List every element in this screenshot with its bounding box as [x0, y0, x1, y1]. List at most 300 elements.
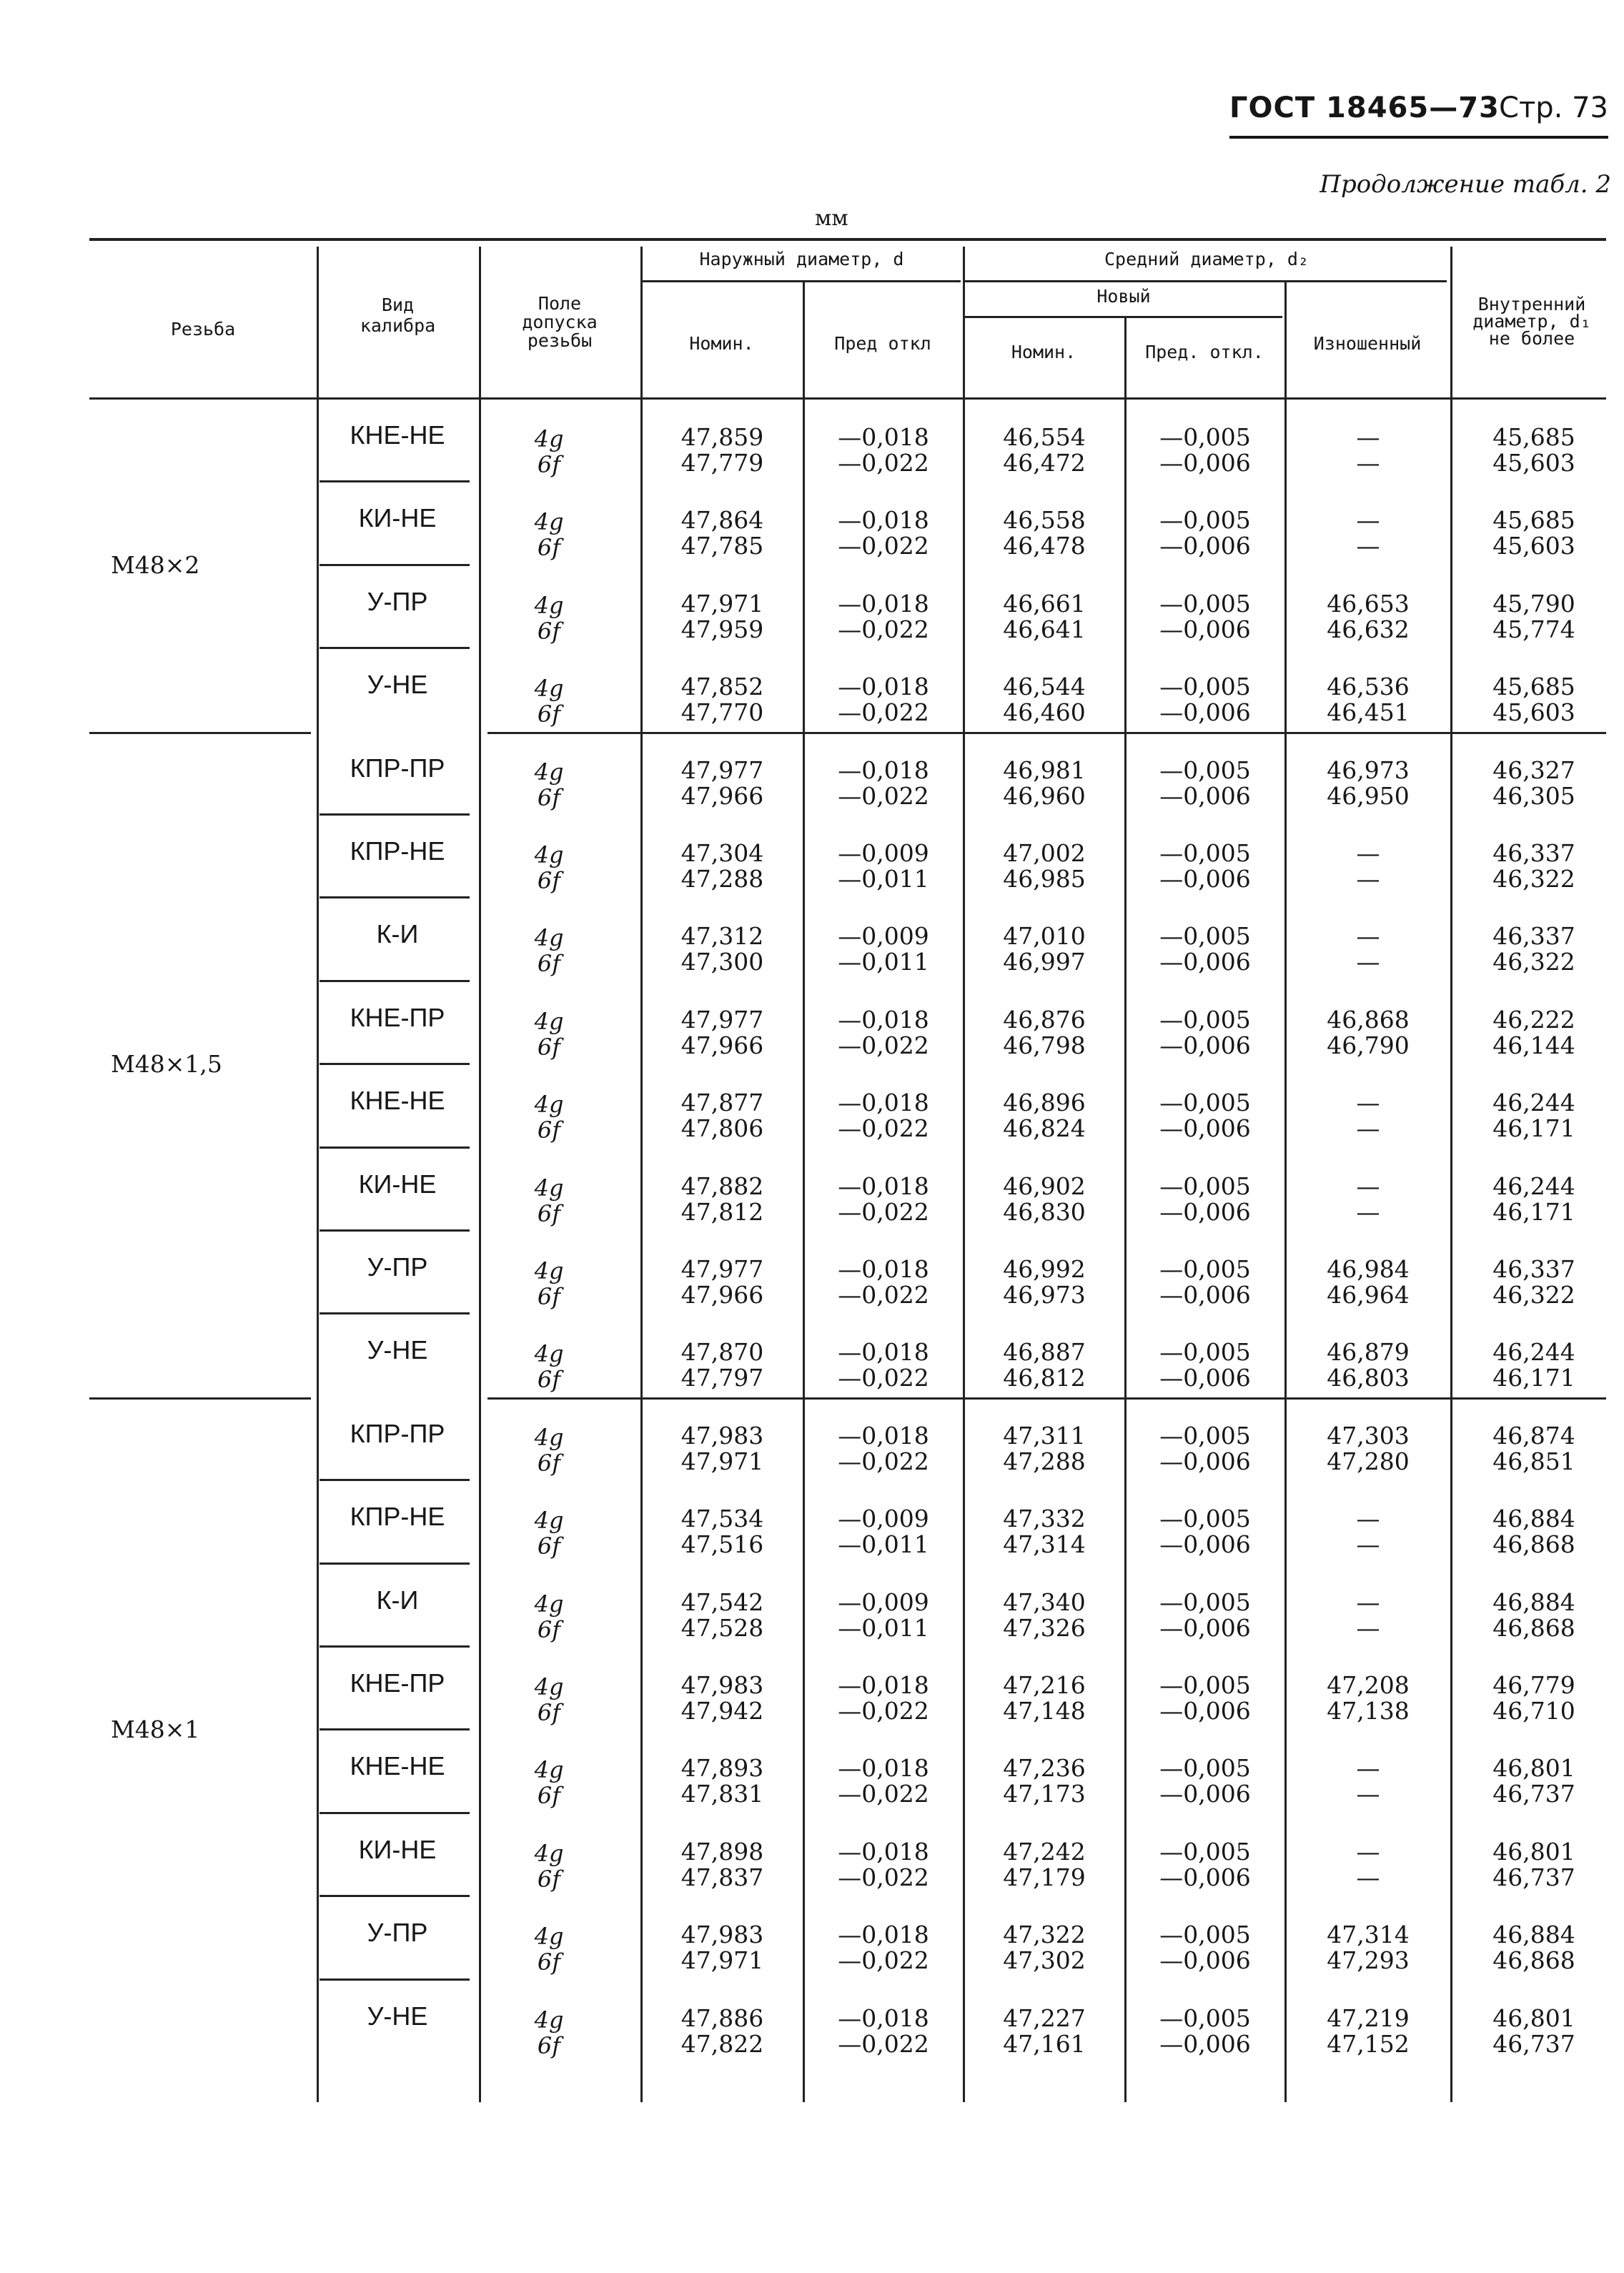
value-d-nom: 47,983 — [680, 1671, 764, 1699]
value-d2-nom: 47,148 — [1003, 1697, 1086, 1725]
value-d2-dev: —0,005 — [1159, 1588, 1251, 1616]
value-d1: 46,801 — [1492, 1837, 1575, 1866]
value-d-nom: 47,806 — [680, 1114, 764, 1143]
tolerance-field: 6f — [537, 1199, 561, 1227]
gauge-separator — [320, 980, 470, 982]
thread-designation: М48×1,5 — [111, 1050, 222, 1079]
value-d2-nom: 46,641 — [1003, 615, 1086, 643]
value-d-nom: 47,977 — [680, 1255, 764, 1283]
tolerance-field: 4g — [534, 508, 564, 536]
inner-header-line: Внутренний — [1477, 294, 1586, 315]
value-d2-nom: 46,812 — [1003, 1364, 1086, 1392]
value-d2-nom: 47,322 — [1003, 1921, 1086, 1949]
value-d2-dev: —0,006 — [1159, 1281, 1251, 1309]
gauge-separator — [320, 1312, 470, 1314]
value-d2-dev: —0,006 — [1159, 1863, 1251, 1891]
value-d-dev: —0,018 — [838, 589, 929, 618]
value-d2-nom: 46,472 — [1003, 449, 1086, 477]
value-d2-nom: 47,332 — [1003, 1505, 1086, 1533]
value-d-nom: 47,983 — [680, 1921, 764, 1949]
tolerance-field: 4g — [534, 1923, 564, 1951]
gauge-separator — [320, 1728, 470, 1730]
value-d-dev: —0,018 — [838, 423, 929, 451]
value-worn: — — [1356, 1530, 1380, 1559]
value-d2-nom: 46,997 — [1003, 948, 1086, 976]
value-worn: 46,790 — [1327, 1031, 1410, 1059]
tolerance-field: 6f — [537, 617, 561, 645]
tolerance-field: 4g — [534, 425, 564, 452]
value-worn: 46,984 — [1327, 1255, 1410, 1283]
value-d2-nom: 47,288 — [1003, 1447, 1086, 1475]
mid-nominal-header: Номин. — [1011, 342, 1076, 362]
column-rule — [1124, 399, 1127, 2102]
tolerance-field: 6f — [537, 1283, 561, 1310]
value-d-dev: —0,011 — [838, 1613, 929, 1642]
gauge-separator — [320, 480, 470, 482]
value-d1: 45,685 — [1492, 673, 1575, 701]
value-d-nom: 47,893 — [680, 1754, 764, 1783]
tolerance-field: 6f — [537, 1699, 561, 1726]
value-d2-dev: —0,006 — [1159, 1197, 1251, 1226]
outer-deviation-header: Пред откл — [834, 333, 931, 354]
value-d2-nom: 47,302 — [1003, 1946, 1086, 1975]
value-d-dev: —0,018 — [838, 1837, 929, 1866]
gauge-separator — [320, 1563, 470, 1565]
value-worn: — — [1356, 1754, 1380, 1783]
value-d-nom: 47,971 — [680, 589, 764, 618]
value-worn: 46,973 — [1327, 756, 1410, 784]
value-d-dev: —0,022 — [838, 2029, 929, 2058]
value-d1: 46,322 — [1492, 1281, 1575, 1309]
gauge-separator — [320, 1063, 470, 1065]
value-d2-dev: —0,006 — [1159, 865, 1251, 893]
gauge-type: У-НЕ — [367, 670, 428, 700]
value-worn: 46,632 — [1327, 615, 1410, 643]
column-rule — [963, 399, 965, 2102]
tolerance-field: 4g — [534, 1423, 564, 1451]
tolerance-field: 4g — [534, 1590, 564, 1618]
value-d-dev: —0,022 — [838, 1281, 929, 1309]
value-d1: 46,868 — [1492, 1946, 1575, 1975]
gauge-separator — [320, 813, 470, 816]
column-rule — [640, 399, 643, 2102]
value-worn: — — [1356, 1780, 1380, 1808]
tolerance-field: 6f — [537, 1948, 561, 1976]
value-d2-dev: —0,006 — [1159, 948, 1251, 976]
value-d1: 46,327 — [1492, 756, 1575, 784]
mid-new-rule — [965, 316, 1282, 318]
value-d2-dev: —0,006 — [1159, 1031, 1251, 1059]
value-d2-dev: —0,006 — [1159, 449, 1251, 477]
value-d1: 46,851 — [1492, 1447, 1575, 1475]
value-d2-nom: 47,326 — [1003, 1613, 1086, 1642]
value-d1: 46,171 — [1492, 1364, 1575, 1392]
value-d1: 46,144 — [1492, 1031, 1575, 1059]
value-d2-nom: 46,985 — [1003, 865, 1086, 893]
group-separator-thread — [89, 732, 311, 734]
value-worn: — — [1356, 922, 1380, 951]
outer-nominal-header: Номин. — [689, 333, 754, 354]
value-d2-nom: 47,227 — [1003, 2004, 1086, 2032]
value-worn: 46,451 — [1327, 698, 1410, 727]
value-worn: — — [1356, 1114, 1380, 1143]
value-d2-nom: 47,002 — [1003, 839, 1086, 867]
column-rule — [803, 399, 805, 2102]
value-d1: 46,868 — [1492, 1613, 1575, 1642]
value-d1: 45,685 — [1492, 423, 1575, 451]
mid-group-rule — [965, 280, 1447, 282]
tolerance-field: 4g — [534, 1007, 564, 1035]
tolerance-field: 4g — [534, 675, 564, 703]
value-d2-dev: —0,006 — [1159, 2029, 1251, 2058]
value-worn: 46,536 — [1327, 673, 1410, 701]
mid-diameter-header: Средний диаметр, d₂ — [1104, 249, 1309, 269]
value-d2-nom: 47,010 — [1003, 922, 1086, 951]
gauge-type: КПР-НЕ — [350, 1502, 445, 1532]
gauge-type: КНЕ-НЕ — [350, 420, 445, 450]
value-d2-dev: —0,005 — [1159, 1172, 1251, 1200]
gauge-type: КНЕ-ПР — [350, 1002, 445, 1032]
value-worn: — — [1356, 1505, 1380, 1533]
gauge-separator — [320, 896, 470, 898]
value-d-dev: —0,018 — [838, 756, 929, 784]
value-d-dev: —0,022 — [838, 615, 929, 643]
value-d2-nom: 46,902 — [1003, 1172, 1086, 1200]
value-d1: 46,244 — [1492, 1338, 1575, 1367]
gauge-separator — [320, 1895, 470, 1897]
value-worn: — — [1356, 532, 1380, 560]
mid-deviation-header: Пред. откл. — [1145, 342, 1264, 362]
value-d2-dev: —0,006 — [1159, 1697, 1251, 1725]
gauge-type: КНЕ-НЕ — [350, 1086, 445, 1116]
value-d-dev: —0,011 — [838, 1530, 929, 1559]
column-rule — [317, 399, 319, 2102]
value-d2-dev: —0,006 — [1159, 1613, 1251, 1642]
value-d1: 46,779 — [1492, 1671, 1575, 1699]
gauge-type: У-НЕ — [367, 2001, 428, 2031]
value-d-dev: —0,022 — [838, 1946, 929, 1975]
value-d1: 46,874 — [1492, 1421, 1575, 1450]
value-d-nom: 47,966 — [680, 1281, 764, 1309]
value-d1: 45,685 — [1492, 506, 1575, 535]
value-d2-nom: 47,242 — [1003, 1837, 1086, 1866]
inner-diameter-header — [1450, 296, 1613, 347]
tolerance-field: 4g — [534, 1673, 564, 1700]
tolerance-field: 4g — [534, 1257, 564, 1284]
value-d2-nom: 46,992 — [1003, 1255, 1086, 1283]
value-d-nom: 47,864 — [680, 506, 764, 535]
value-d-dev: —0,018 — [838, 1671, 929, 1699]
gauge-type: КИ-НЕ — [358, 503, 437, 533]
value-worn: 46,653 — [1327, 589, 1410, 618]
value-d-nom: 47,542 — [680, 1588, 764, 1616]
tolerance-field: 6f — [537, 950, 561, 978]
value-d1: 46,868 — [1492, 1530, 1575, 1559]
value-d1: 45,603 — [1492, 449, 1575, 477]
value-worn: 47,219 — [1327, 2004, 1410, 2032]
header-rule — [1229, 136, 1608, 139]
value-d1: 46,305 — [1492, 781, 1575, 810]
value-d-dev: —0,022 — [838, 698, 929, 727]
value-d2-dev: —0,005 — [1159, 506, 1251, 535]
value-d1: 46,884 — [1492, 1921, 1575, 1949]
value-d2-nom: 47,161 — [1003, 2029, 1086, 2058]
value-d1: 46,710 — [1492, 1697, 1575, 1725]
value-d2-dev: —0,006 — [1159, 1946, 1251, 1975]
value-d-nom: 47,877 — [680, 1089, 764, 1117]
value-d2-dev: —0,005 — [1159, 673, 1251, 701]
value-worn: 47,280 — [1327, 1447, 1410, 1475]
value-d2-dev: —0,005 — [1159, 1089, 1251, 1117]
value-d2-nom: 47,179 — [1003, 1863, 1086, 1891]
gauge-column-header — [317, 294, 479, 336]
value-d-dev: —0,009 — [838, 922, 929, 951]
gauge-type: У-ПР — [367, 1918, 428, 1948]
units-label: мм — [815, 206, 848, 231]
value-d-nom: 47,528 — [680, 1613, 764, 1642]
value-worn: 47,152 — [1327, 2029, 1410, 2058]
value-d-nom: 47,898 — [680, 1837, 764, 1866]
gauge-separator — [320, 1229, 470, 1232]
value-d-dev: —0,022 — [838, 1863, 929, 1891]
tolerance-field: 6f — [537, 534, 561, 562]
value-d-nom: 47,516 — [680, 1530, 764, 1559]
value-worn: 46,803 — [1327, 1364, 1410, 1392]
value-d-dev: —0,018 — [838, 1005, 929, 1034]
value-worn: 46,879 — [1327, 1338, 1410, 1367]
value-d-nom: 47,971 — [680, 1447, 764, 1475]
gauge-type: КНЕ-ПР — [350, 1668, 445, 1698]
value-d-nom: 47,797 — [680, 1364, 764, 1392]
value-d1: 46,244 — [1492, 1172, 1575, 1200]
inner-header-line: диаметр, d₁ — [1472, 311, 1591, 332]
value-d-dev: —0,018 — [838, 2004, 929, 2032]
value-d1: 46,337 — [1492, 839, 1575, 867]
value-d-dev: —0,009 — [838, 1588, 929, 1616]
page-header — [1229, 91, 1608, 142]
value-d1: 46,322 — [1492, 865, 1575, 893]
value-d1: 46,244 — [1492, 1089, 1575, 1117]
value-d2-dev: —0,006 — [1159, 1530, 1251, 1559]
value-d1: 45,603 — [1492, 698, 1575, 727]
value-d1: 45,603 — [1492, 532, 1575, 560]
value-d2-dev: —0,005 — [1159, 922, 1251, 951]
value-d-dev: —0,022 — [838, 1197, 929, 1226]
gauge-separator — [320, 1812, 470, 1814]
gauge-header-line: калибра — [360, 315, 436, 336]
tolerance-header-line: резьбы — [527, 330, 593, 351]
value-d-nom: 47,312 — [680, 922, 764, 951]
value-d2-nom: 46,554 — [1003, 423, 1086, 451]
value-d-dev: —0,018 — [838, 1089, 929, 1117]
value-worn: — — [1356, 839, 1380, 867]
value-d2-nom: 46,960 — [1003, 781, 1086, 810]
value-d2-dev: —0,005 — [1159, 1255, 1251, 1283]
value-worn: — — [1356, 1172, 1380, 1200]
value-d-nom: 47,304 — [680, 839, 764, 867]
tolerance-field: 6f — [537, 1116, 561, 1144]
value-d2-dev: —0,005 — [1159, 1837, 1251, 1866]
value-d2-dev: —0,006 — [1159, 532, 1251, 560]
value-worn: 47,208 — [1327, 1671, 1410, 1699]
column-rule — [1284, 399, 1287, 2102]
value-worn: — — [1356, 506, 1380, 535]
gauge-separator — [320, 564, 470, 566]
outer-group-rule — [642, 280, 961, 282]
tolerance-field: 4g — [534, 1507, 564, 1535]
value-d-dev: —0,022 — [838, 1031, 929, 1059]
value-d2-dev: —0,006 — [1159, 1114, 1251, 1143]
tolerance-field: 6f — [537, 1615, 561, 1643]
value-d2-nom: 47,216 — [1003, 1671, 1086, 1699]
value-worn: — — [1356, 1863, 1380, 1891]
value-d-dev: —0,009 — [838, 839, 929, 867]
tolerance-column-header — [479, 294, 640, 350]
value-d1: 46,337 — [1492, 922, 1575, 951]
value-d-nom: 47,870 — [680, 1338, 764, 1367]
gauge-type: У-ПР — [367, 586, 428, 616]
tolerance-field: 6f — [537, 1865, 561, 1893]
value-worn: 47,293 — [1327, 1946, 1410, 1975]
tolerance-field: 6f — [537, 2031, 561, 2059]
gauge-type: К-И — [376, 1585, 419, 1615]
value-d-dev: —0,018 — [838, 1172, 929, 1200]
gauge-separator — [320, 1979, 470, 1981]
tolerance-field: 4g — [534, 1340, 564, 1368]
value-d-dev: —0,022 — [838, 532, 929, 560]
value-d1: 46,737 — [1492, 1863, 1575, 1891]
value-d2-dev: —0,006 — [1159, 615, 1251, 643]
value-d1: 46,337 — [1492, 1255, 1575, 1283]
thread-designation: М48×1 — [111, 1715, 200, 1744]
value-d-nom: 47,812 — [680, 1197, 764, 1226]
value-worn: — — [1356, 423, 1380, 451]
mid-new-header: Новый — [1096, 286, 1151, 307]
gauge-type: КИ-НЕ — [358, 1169, 437, 1199]
value-d-dev: —0,018 — [838, 1754, 929, 1783]
value-d1: 46,884 — [1492, 1505, 1575, 1533]
tolerance-header-line: допуска — [522, 312, 598, 332]
value-worn: 46,950 — [1327, 781, 1410, 810]
value-d2-dev: —0,006 — [1159, 1447, 1251, 1475]
value-d2-dev: —0,005 — [1159, 1338, 1251, 1367]
value-d-dev: —0,022 — [838, 449, 929, 477]
value-d-nom: 47,966 — [680, 781, 764, 810]
tolerance-field: 6f — [537, 1449, 561, 1477]
value-d1: 45,790 — [1492, 589, 1575, 618]
value-d-dev: —0,009 — [838, 1505, 929, 1533]
tolerance-field: 4g — [534, 1174, 564, 1202]
inner-header-line: не более — [1488, 328, 1575, 349]
tolerance-field: 4g — [534, 1091, 564, 1119]
value-d-dev: —0,022 — [838, 781, 929, 810]
value-d2-nom: 46,661 — [1003, 589, 1086, 618]
table-top-rule — [89, 238, 1606, 241]
value-worn: — — [1356, 1089, 1380, 1117]
value-d2-dev: —0,005 — [1159, 423, 1251, 451]
value-d2-dev: —0,005 — [1159, 1671, 1251, 1699]
gauge-type: КНЕ-НЕ — [350, 1751, 445, 1781]
value-d2-dev: —0,006 — [1159, 698, 1251, 727]
tolerance-field: 6f — [537, 1366, 561, 1394]
value-d-nom: 47,966 — [680, 1031, 764, 1059]
value-d-dev: —0,018 — [838, 1338, 929, 1367]
value-d-dev: —0,022 — [838, 1364, 929, 1392]
value-d2-dev: —0,005 — [1159, 1505, 1251, 1533]
group-separator-values — [487, 1397, 1606, 1400]
value-d-nom: 47,852 — [680, 673, 764, 701]
value-d-nom: 47,977 — [680, 1005, 764, 1034]
value-d-nom: 47,779 — [680, 449, 764, 477]
tolerance-field: 4g — [534, 924, 564, 952]
tolerance-field: 6f — [537, 451, 561, 478]
value-d2-dev: —0,005 — [1159, 839, 1251, 867]
value-d1: 46,884 — [1492, 1588, 1575, 1616]
value-d2-dev: —0,006 — [1159, 781, 1251, 810]
value-worn: — — [1356, 1588, 1380, 1616]
gauge-separator — [320, 1645, 470, 1648]
value-d-nom: 47,886 — [680, 2004, 764, 2032]
gauge-separator — [320, 647, 470, 649]
value-worn: — — [1356, 948, 1380, 976]
value-d-nom: 47,983 — [680, 1421, 764, 1450]
value-worn: — — [1356, 1197, 1380, 1226]
value-d-nom: 47,837 — [680, 1863, 764, 1891]
column-rule — [1450, 399, 1452, 2102]
gauge-separator — [320, 1147, 470, 1149]
thread-designation: М48×2 — [111, 550, 200, 579]
value-d-dev: —0,018 — [838, 506, 929, 535]
value-d2-nom: 46,478 — [1003, 532, 1086, 560]
value-d2-dev: —0,005 — [1159, 1005, 1251, 1034]
value-d1: 46,322 — [1492, 948, 1575, 976]
tolerance-field: 6f — [537, 1782, 561, 1810]
value-d-nom: 47,785 — [680, 532, 764, 560]
value-d2-nom: 46,460 — [1003, 698, 1086, 727]
value-d-nom: 47,534 — [680, 1505, 764, 1533]
gauge-header-line: Вид — [381, 294, 415, 315]
value-d2-dev: —0,005 — [1159, 1754, 1251, 1783]
value-d2-dev: —0,005 — [1159, 1421, 1251, 1450]
value-d-nom: 47,971 — [680, 1946, 764, 1975]
value-worn: — — [1356, 1837, 1380, 1866]
value-d-dev: —0,018 — [838, 1421, 929, 1450]
tolerance-field: 4g — [534, 1839, 564, 1867]
value-d2-dev: —0,005 — [1159, 1921, 1251, 1949]
tolerance-field: 4g — [534, 841, 564, 868]
group-separator-thread — [89, 1397, 311, 1400]
outer-diameter-header: Наружный диаметр, d — [699, 249, 904, 269]
value-d2-nom: 46,558 — [1003, 506, 1086, 535]
column-rule — [479, 399, 481, 2102]
value-d-nom: 47,822 — [680, 2029, 764, 2058]
value-d2-nom: 47,311 — [1003, 1421, 1086, 1450]
tolerance-field: 4g — [534, 758, 564, 786]
page-number: Стр. 73 — [1499, 91, 1608, 124]
value-d-dev: —0,022 — [838, 1780, 929, 1808]
tolerance-field: 6f — [537, 1532, 561, 1560]
value-worn: 47,314 — [1327, 1921, 1410, 1949]
value-worn: 47,303 — [1327, 1421, 1410, 1450]
gauge-separator — [320, 1479, 470, 1481]
tolerance-field: 6f — [537, 867, 561, 894]
value-d-dev: —0,018 — [838, 1255, 929, 1283]
value-d2-nom: 46,896 — [1003, 1089, 1086, 1117]
gauge-type: У-НЕ — [367, 1335, 428, 1365]
value-d2-nom: 46,876 — [1003, 1005, 1086, 1034]
value-d1: 46,222 — [1492, 1005, 1575, 1034]
group-separator-values — [487, 732, 1606, 734]
